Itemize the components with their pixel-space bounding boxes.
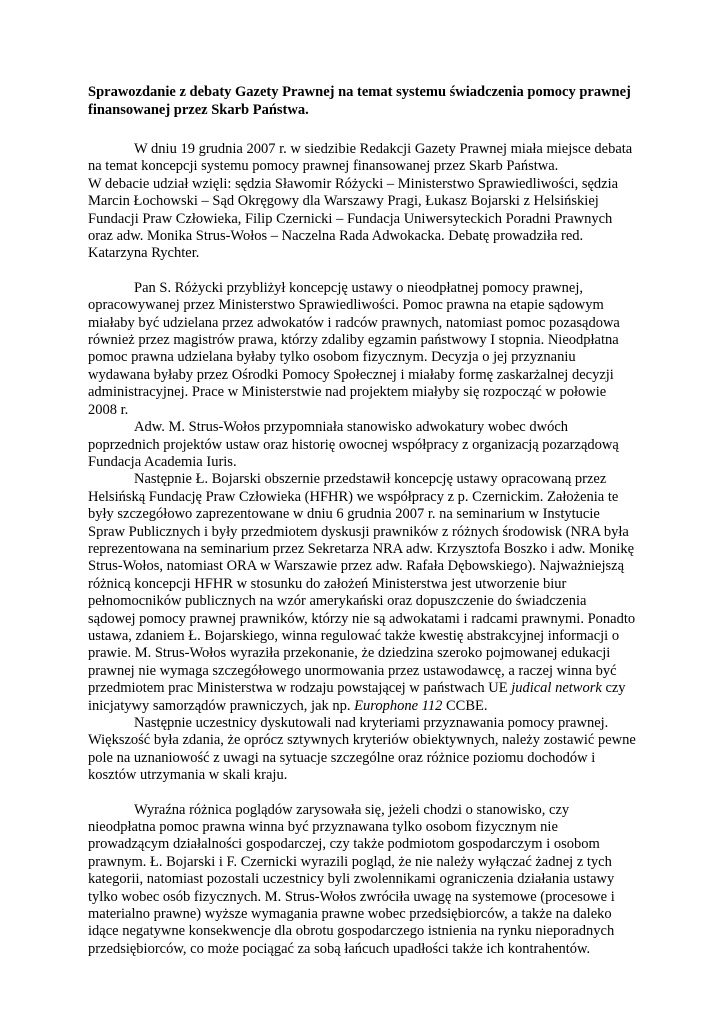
paragraph-differences: Wyraźna różnica poglądów zarysowała się, jeżeli chodzi o stanowisko, czy nieodpłatna pomoc prawna winna być przyznawana tylko osobom fizycznym nie prowadzącym działalności gospodarczej, czy także podmiotom gospodarczym i osobom prawnym. Ł. Bojarski i F. Czernicki wyrazili pogląd, że nie należy wyłączać żadnej z tych kategorii, natomiast pozostali uczestnicy byli zwolennikami ograniczenia działania ustawy tylko wobec osób fizycznych. M. Strus-Wołos zwróciła uwagę na systemowe (procesowe i materialno prawne) wyższe wymagania prawne wobec przedsiębiorców, a także na daleko idące negatywne konsekwencje dla obrotu gospodarczego istnienia na rynku nieporadnych przedsiębiorców, co może pociągać za sobą łańcuch upadłości także ich kontrahentów. bbox=[88, 801, 615, 957]
document-title: Sprawozdanie z debaty Gazety Prawnej na temat systemu świadczenia pomocy prawnej finansowanej przez Skarb Państwa. bbox=[88, 84, 631, 118]
paragraph-bojarski-text-a: Następnie Ł. Bojarski obszernie przedstawił koncepcję ustawy opracowaną przez Helsińską Fundację Praw Człowieka (HFHR) we współpracy z p. Czernickim. Założenia te były szczegółowo zaprezentowane w dniu 6 grudnia 2007 r. na seminarium w Instytucie Spraw Publicznych i były przedmiotem dyskusji prawników z różnych środowisk (NRA była reprezentowana na seminarium przez Sekretarza NRA adw. Krzysztofa Boszko i adw. Monikę Strus-Wołos, natomiast ORA w Warszawie przez adw. Rafała Dębowskiego). Najważniejszą różnicą koncepcji HFHR w stosunku do założeń Ministerstwa jest utworzenie biur pełnomocników publicznych na wzór amerykański oraz dopuszczenie do świadczenia sądowej pomocy prawnej prawników, którzy nie są adwokatami i radcami prawnymi. Ponadto ustawa, zdaniem Ł. Bojarskiego, winna regulować także kwestię abstrakcyjnej informacji o prawie. M. Strus-Wołos wyraziła przekonanie, że dziedzina szeroko pojmowanej edukacji prawnej nie wymaga szczegółowego unormowania przez ustawodawcę, a raczej winna być przedmiotem prac Ministerstwa w rodzaju powstającej w państwach UE bbox=[88, 471, 636, 697]
paragraph-bojarski bbox=[88, 471, 636, 715]
paragraph-intro: W dniu 19 grudnia 2007 r. w siedzibie Redakcji Gazety Prawnej miała miejsce debata na temat koncepcji systemu pomocy prawnej finansowanej przez Skarb Państwa. bbox=[88, 141, 633, 175]
paragraph-criteria: Następnie uczestnicy dyskutowali nad kryteriami przyznawania pomocy prawnej. Większość była zdania, że oprócz sztywnych kryteriów obiektywnych, należy zostawić pewne pole na uznaniowość z uwagi na sytuacje szczególne oraz różnice poziomu dochodów i kosztów utrzymania w skali kraju. bbox=[88, 715, 636, 784]
paragraph-bojarski-text-c: CCBE. bbox=[445, 697, 488, 714]
document-body bbox=[88, 141, 636, 958]
paragraph-strus-wolos: Adw. M. Strus-Wołos przypomniała stanowisko adwokatury wobec dwóch poprzednich projektów ustaw oraz historię owocnej współpracy z organizacją pozarządową Fundacja Academia Iuris. bbox=[88, 419, 619, 470]
judical-network-term: judical network bbox=[511, 680, 602, 697]
paragraph-bojarski-text-b: czy inicjatywy samorządów prawniczych, jak np. bbox=[88, 680, 626, 714]
europhone-term: Europhone 112 bbox=[354, 697, 443, 714]
paragraph-participants: W debacie udział wzięli: sędzia Sławomir Różycki – Ministerstwo Sprawiedliwości, sędzia Marcin Łochowski – Sąd Okręgowy dla Warszawy Pragi, Łukasz Bojarski z Helsińskiej Fundacji Praw Człowieka, Filip Czernicki – Fundacja Uniwersyteckich Poradni Prawnych oraz adw. Monika Strus-Wołos – Naczelna Rada Adwokacka. Debatę prowadziła red. Katarzyna Rychter. bbox=[88, 175, 619, 262]
paragraph-rozycki: Pan S. Różycki przybliżył koncepcję ustawy o nieodpłatnej pomocy prawnej, opracowywanej przez Ministerstwo Sprawiedliwości. Pomoc prawna na etapie sądowym miałaby być udzielana przez adwokatów i radców prawnych, natomiast pomoc pozasądowa również przez magistrów prawa, którzy zdaliby egzamin państwowy I stopnia. Nieodpłatna pomoc prawna udzielana byłaby tylko osobom fizycznym. Decyzja o jej przyznaniu wydawana byłaby przez Ośrodki Pomocy Społecznej i miałaby formę zaskarżalnej decyzji administracyjnej. Prace w Ministerstwie nad projektem miałyby się rozpocząć w połowie 2008 r. bbox=[88, 279, 620, 418]
